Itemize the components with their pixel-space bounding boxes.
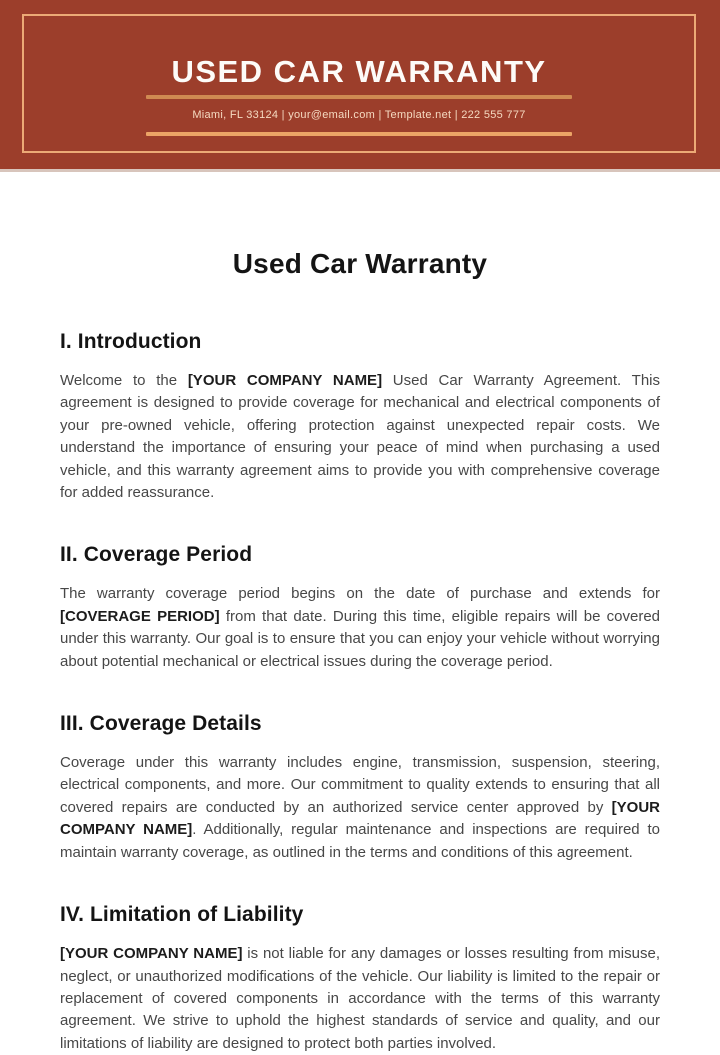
section-coverage-details-paragraph xyxy=(60,752,660,864)
document-page xyxy=(0,248,720,1055)
paragraph-text-before: Coverage under this warranty includes engine, transmission, suspension, steering, electrical components, and more. Our commitment to quality extends to ensuring that all covered repairs are conducted by an authorized service center approved by xyxy=(60,754,660,816)
banner-title-underline xyxy=(146,95,572,99)
section-coverage-period xyxy=(60,543,660,673)
section-introduction-paragraph xyxy=(60,370,660,504)
document-title: Used Car Warranty xyxy=(232,248,488,279)
section-limitation-of-liability xyxy=(60,903,660,1055)
paragraph-text-after: Used Car Warranty Agreement. This agreement is designed to provide coverage for mechanical and electrical components of your pre-owned vehicle, offering protection against unexpected repair costs. We understand the importance of ensuring your peace of mind when purchasing a used vehicle, and this warranty agreement aims to provide you with comprehensive coverage for added reassurance. xyxy=(60,372,660,502)
section-limitation-of-liability-paragraph xyxy=(60,943,660,1055)
paragraph-text-after: . Additionally, regular maintenance and inspections are required to maintain warranty coverage, as outlined in the terms and conditions of this agreement. xyxy=(60,821,660,861)
paragraph-text-after: is not liable for any damages or losses resulting from misuse, neglect, or unauthorized modifications of the vehicle. Our liability is limited to the repair or replacement of covered components in accordance with the terms of this warranty agreement. We strive to uphold the highest standards of service and quality, and our limitations of liability are designed to protect both parties involved. xyxy=(60,945,660,1052)
placeholder-token: [YOUR COMPANY NAME] xyxy=(187,372,383,389)
section-coverage-period-heading: II. Coverage Period xyxy=(60,543,253,567)
section-coverage-details-heading: III. Coverage Details xyxy=(60,712,262,736)
banner-bottom-rule xyxy=(146,132,572,136)
paragraph-text-after: from that date. During this time, eligible repairs will be covered under this warranty. Our goal is to ensure that you can enjoy your vehicle without worrying about potential mechanical or electrical issues during the coverage period. xyxy=(60,607,661,670)
banner-title: USED CAR WARRANTY xyxy=(171,54,547,89)
section-coverage-period-paragraph xyxy=(60,583,660,673)
section-coverage-details xyxy=(60,712,660,864)
placeholder-token: [YOUR COMPANY NAME] xyxy=(60,798,660,839)
section-introduction-heading: I. Introduction xyxy=(60,330,202,353)
paragraph-text-before: The warranty coverage period begins on the date of purchase and extends for xyxy=(60,585,660,603)
banner-contact-line: Miami, FL 33124 | your@email.com | Template.net | 222 555 777 xyxy=(192,109,526,121)
banner xyxy=(0,0,720,172)
placeholder-token: [YOUR COMPANY NAME] xyxy=(60,945,243,963)
section-limitation-of-liability-heading: IV. Limitation of Liability xyxy=(60,903,304,927)
paragraph-text-before: Welcome to the xyxy=(60,372,188,389)
placeholder-token: [COVERAGE PERIOD] xyxy=(60,607,220,625)
section-introduction xyxy=(60,330,660,504)
banner-frame xyxy=(22,14,696,153)
